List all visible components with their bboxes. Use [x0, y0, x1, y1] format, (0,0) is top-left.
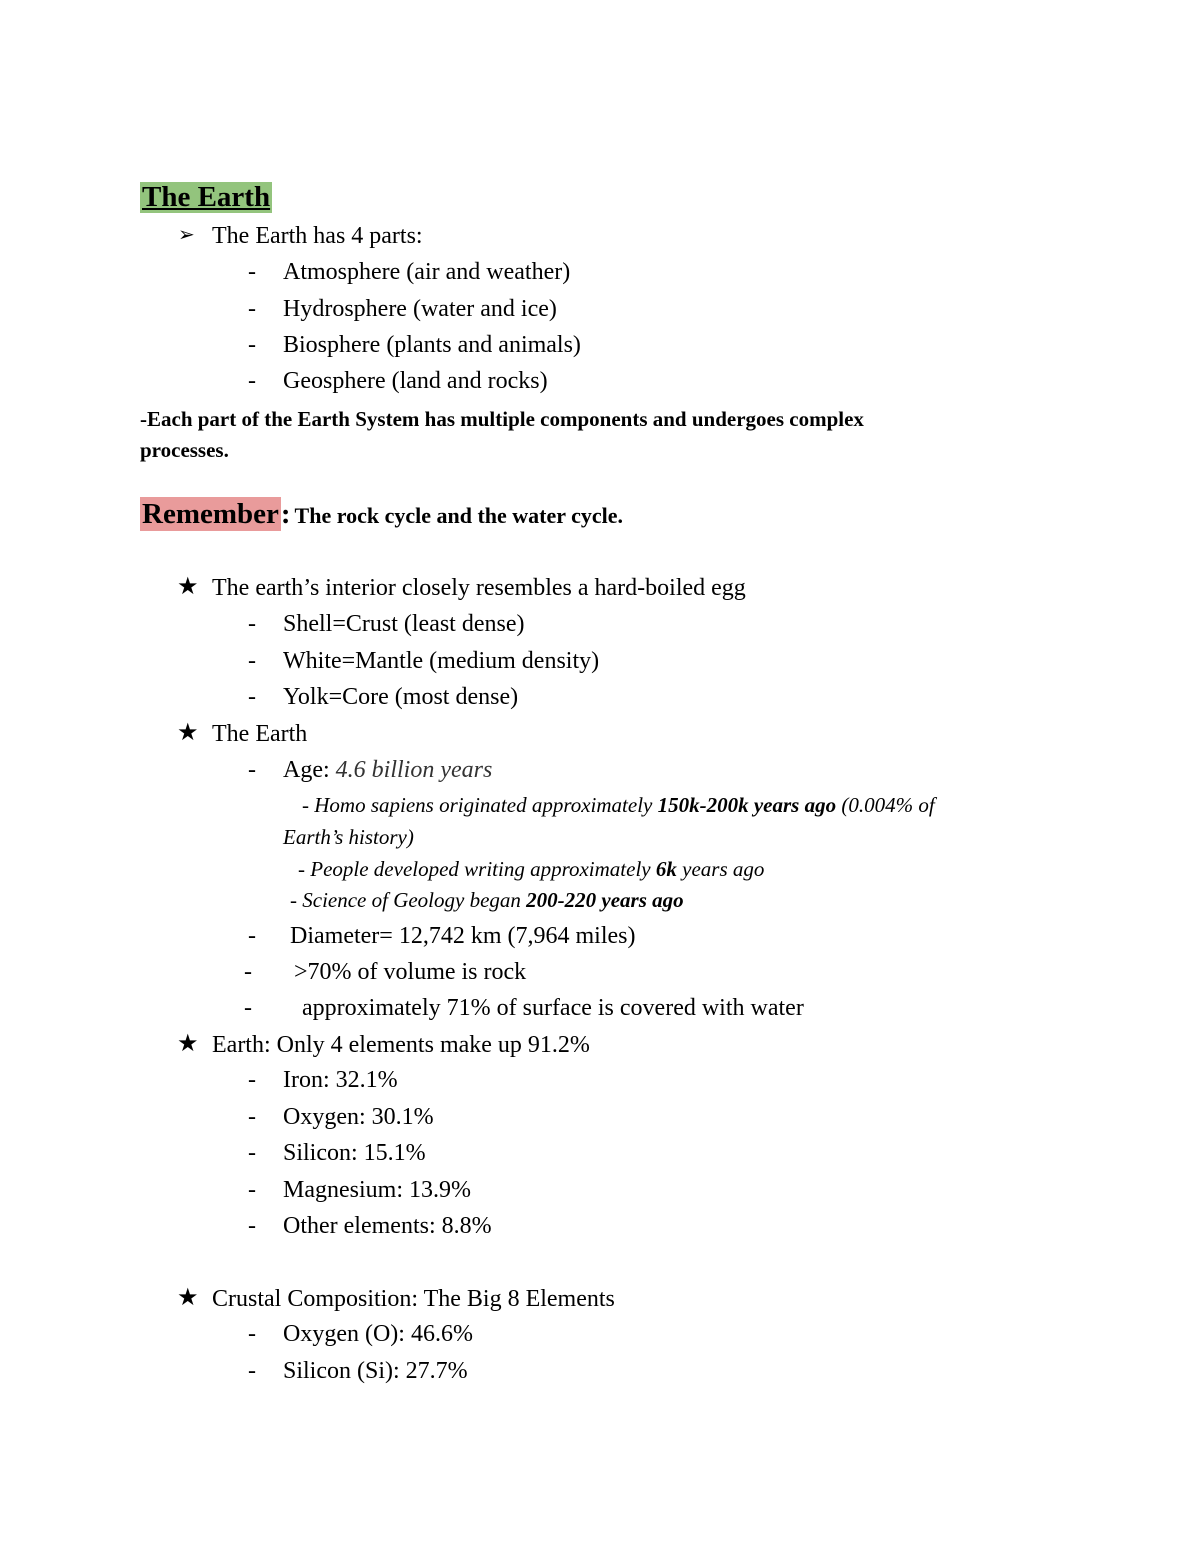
- writing-bold: 6k: [655, 857, 677, 881]
- age-label: Age:: [283, 757, 336, 783]
- dash-marker: -: [248, 296, 256, 322]
- dash-marker: -: [244, 995, 252, 1021]
- homo-bold: 150k-200k years ago: [657, 793, 837, 817]
- writing-line: [298, 859, 764, 880]
- list-item: Silicon: 15.1%: [283, 1140, 426, 1166]
- dash-marker: -: [248, 1140, 256, 1166]
- remember-colon: :: [280, 498, 291, 530]
- list-item: Geosphere (land and rocks): [283, 368, 548, 394]
- arrow-bullet-icon: ➢: [178, 224, 195, 246]
- dash-marker: -: [248, 332, 256, 358]
- remember-line: [140, 500, 623, 529]
- dash-marker: -: [248, 923, 256, 949]
- writing-suffix: years ago: [676, 857, 765, 881]
- dash-marker: -: [248, 1358, 256, 1384]
- list-item: Biosphere (plants and animals): [283, 332, 581, 358]
- dash-marker: -: [248, 648, 256, 674]
- list-item: Oxygen (O): 46.6%: [283, 1321, 473, 1347]
- earth-system-note-cont: processes.: [140, 438, 229, 462]
- list-item: Shell=Crust (least dense): [283, 611, 525, 637]
- list-item: Hydrosphere (water and ice): [283, 296, 557, 322]
- dash-marker: -: [248, 368, 256, 394]
- diameter-line: Diameter= 12,742 km (7,964 miles): [290, 923, 636, 949]
- homo-suffix: (0.004% of: [836, 793, 935, 817]
- star-icon: ★: [177, 1031, 199, 1057]
- dash-marker: -: [248, 611, 256, 637]
- star-icon: ★: [177, 574, 199, 600]
- list-item: Oxygen: 30.1%: [283, 1104, 434, 1130]
- dash-marker: -: [248, 259, 256, 285]
- dash-marker: -: [248, 1104, 256, 1130]
- earth-system-note: -Each part of the Earth System has multiple components and undergoes complex: [140, 407, 864, 431]
- geology-prefix: - Science of Geology began: [290, 888, 527, 912]
- list-item: Silicon (Si): 27.7%: [283, 1358, 468, 1384]
- age-value: 4.6 billion years: [335, 757, 493, 783]
- age-line: [283, 758, 492, 782]
- remember-text: The rock cycle and the water cycle.: [294, 503, 624, 528]
- crustal-heading: Crustal Composition: The Big 8 Elements: [212, 1286, 615, 1312]
- dash-marker: -: [244, 959, 252, 985]
- interior-heading: The earth’s interior closely resembles a hard-boiled egg: [212, 575, 746, 601]
- star-icon: ★: [177, 1285, 199, 1311]
- star-icon: ★: [177, 720, 199, 746]
- homo-sapiens-line: [302, 795, 935, 816]
- list-item: Other elements: 8.8%: [283, 1213, 492, 1239]
- dash-marker: -: [248, 1177, 256, 1203]
- section-title-the-earth: The Earth: [142, 181, 271, 213]
- list-item: Atmosphere (air and weather): [283, 259, 571, 285]
- dash-marker: -: [248, 1213, 256, 1239]
- writing-prefix: - People developed writing approximately: [298, 857, 656, 881]
- earth-parts-intro: The Earth has 4 parts:: [212, 223, 423, 249]
- list-item: Yolk=Core (most dense): [283, 684, 519, 710]
- homo-prefix: - Homo sapiens originated approximately: [302, 793, 658, 817]
- earth-heading: The Earth: [212, 721, 308, 747]
- volume-line: >70% of volume is rock: [294, 959, 527, 985]
- geology-bold: 200-220 years ago: [526, 888, 684, 912]
- list-item: Magnesium: 13.9%: [283, 1177, 471, 1203]
- surface-line: approximately 71% of surface is covered with water: [302, 995, 804, 1021]
- list-item: White=Mantle (medium density): [283, 648, 600, 674]
- dash-marker: -: [248, 684, 256, 710]
- geology-line: [290, 890, 684, 911]
- dash-marker: -: [248, 1067, 256, 1093]
- homo-sapiens-line-cont: Earth’s history): [283, 825, 414, 849]
- elements-heading: Earth: Only 4 elements make up 91.2%: [212, 1032, 590, 1058]
- dash-marker: -: [248, 1321, 256, 1347]
- remember-label: Remember: [142, 498, 279, 530]
- dash-marker: -: [248, 757, 256, 783]
- list-item: Iron: 32.1%: [283, 1067, 398, 1093]
